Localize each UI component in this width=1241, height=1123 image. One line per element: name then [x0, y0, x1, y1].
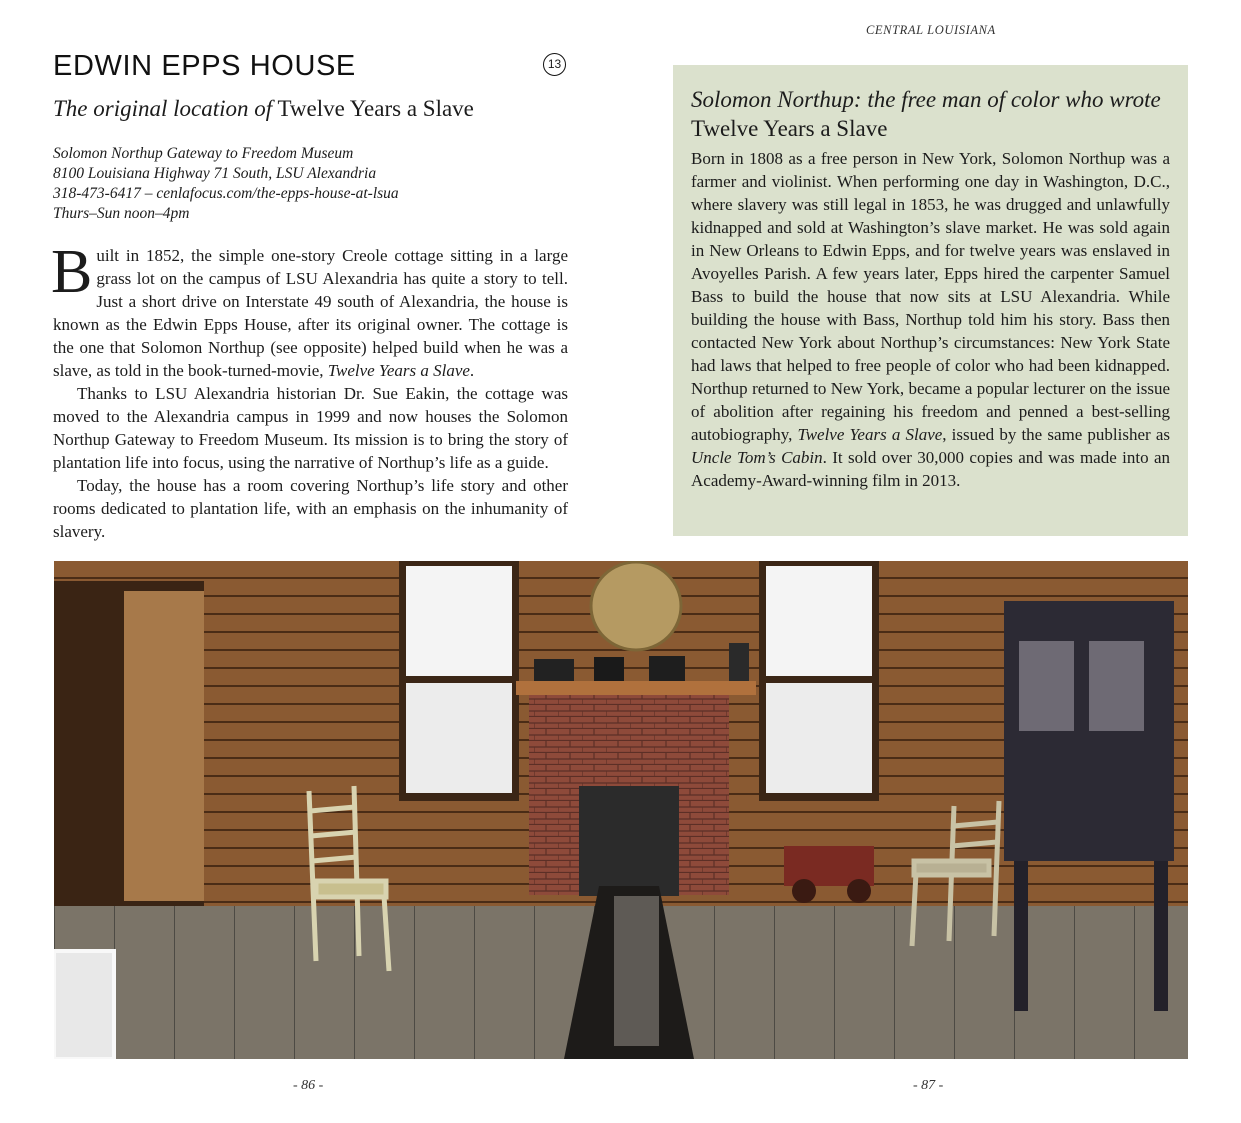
interior-photo-illustration — [54, 561, 1188, 1059]
interior-photo — [54, 561, 1188, 1059]
sidebar-book-title-1: Twelve Years a Slave — [797, 425, 943, 444]
entry-number-badge: 13 — [543, 53, 566, 76]
p1-text: uilt in 1852, the simple one-story Creole cottage sitting in a large grass lot on the campus of LSU Alexandria has quite a story to tell. Just a short drive on Interstate 49 south of Alexandria, the house is known as the Edwin Epps House, after its original owner. The cottage is the one that Solomon Northup (see opposite) helped build when he was a slave, as told in the book-turned-movie, — [53, 246, 568, 380]
sidebar-box — [673, 65, 1188, 536]
sidebar-title — [691, 85, 1170, 143]
sidebar-title-italic: Solomon Northup: the free man of color who wrote — [691, 87, 1161, 112]
window-right — [759, 561, 879, 801]
page-number-left: - 86 - — [293, 1078, 324, 1093]
page-number-right: - 87 - — [913, 1078, 944, 1093]
entry-subtitle — [53, 96, 474, 122]
window-left — [399, 561, 519, 801]
article-body — [51, 238, 568, 543]
sidebar-body-1: Born in 1808 as a free person in New York, Solomon Northup was a farmer and violinist. When performing one day in Washington, D.C., where slavery was still legal in 1853, he was drugged and unlawfully kidnapped and sold at Washington’s slave market. He was sold again in New Orleans to Edwin Epps, and for twelve years was enslaved in Avoyelles Parish. A few years later, Epps hired the carpenter Samuel Bass to build the house that now sits at LSU Alexandria. While building the house with Bass, Northup told him his story. Bass then contacted New York about Northup’s circumstances: New York State had laws that helped to free people of color who had been kidnapped. Northup returned to New York, became a popular lecturer on the issue of abolition after regaining his freedom and penned a best-selling autobiography, — [691, 149, 1170, 444]
info-hours: Thurs–Sun noon–4pm — [53, 205, 190, 222]
entry-info — [53, 144, 573, 224]
article-paragraph-3: Today, the house has a room covering Northup’s life story and other rooms dedicated to plantation life, with an emphasis on the inhumanity of slavery. — [53, 476, 568, 541]
sidebar-book-title-2: Uncle Tom’s Cabin — [691, 448, 823, 467]
p1-book-title: Twelve Years a Slave — [327, 361, 470, 380]
sidebar-title-roman: Twelve Years a Slave — [691, 116, 888, 141]
article-paragraph-1 — [51, 238, 568, 382]
sidebar-body — [691, 147, 1170, 492]
entry-title: EDWIN EPPS HOUSE — [53, 50, 356, 82]
p1-end: . — [469, 361, 475, 380]
article-paragraph-2: Thanks to LSU Alexandria historian Dr. Sue Eakin, the cottage was moved to the Alexandria campus in 1999 and now houses the Solomon Northup Gateway to Freedom Museum. Its mission is to bring the story of plantation life into focus, using the narrative of Northup’s life as a guide. — [53, 384, 568, 472]
subtitle-italic: The original location of — [53, 96, 273, 121]
display-case — [54, 951, 114, 1059]
subtitle-roman: Twelve Years a Slave — [277, 96, 474, 121]
sidebar-body-3: . It sold over 30,000 copies and was made into an Academy-Award-winning film in 2013. — [691, 448, 1170, 490]
sidebar-body-2: , issued by the same publisher as — [942, 425, 1170, 444]
info-phone-website: 318-473-6417 – cenlafocus.com/the-epps-house-at-lsua — [53, 185, 399, 202]
info-museum-name: Solomon Northup Gateway to Freedom Museum — [53, 145, 354, 162]
drop-cap: B — [51, 238, 93, 306]
mantel-shelf — [516, 681, 756, 695]
woven-basket — [591, 562, 681, 650]
info-address: 8100 Louisiana Highway 71 South, LSU Alexandria — [53, 165, 377, 182]
running-head: CENTRAL LOUISIANA — [866, 23, 996, 37]
